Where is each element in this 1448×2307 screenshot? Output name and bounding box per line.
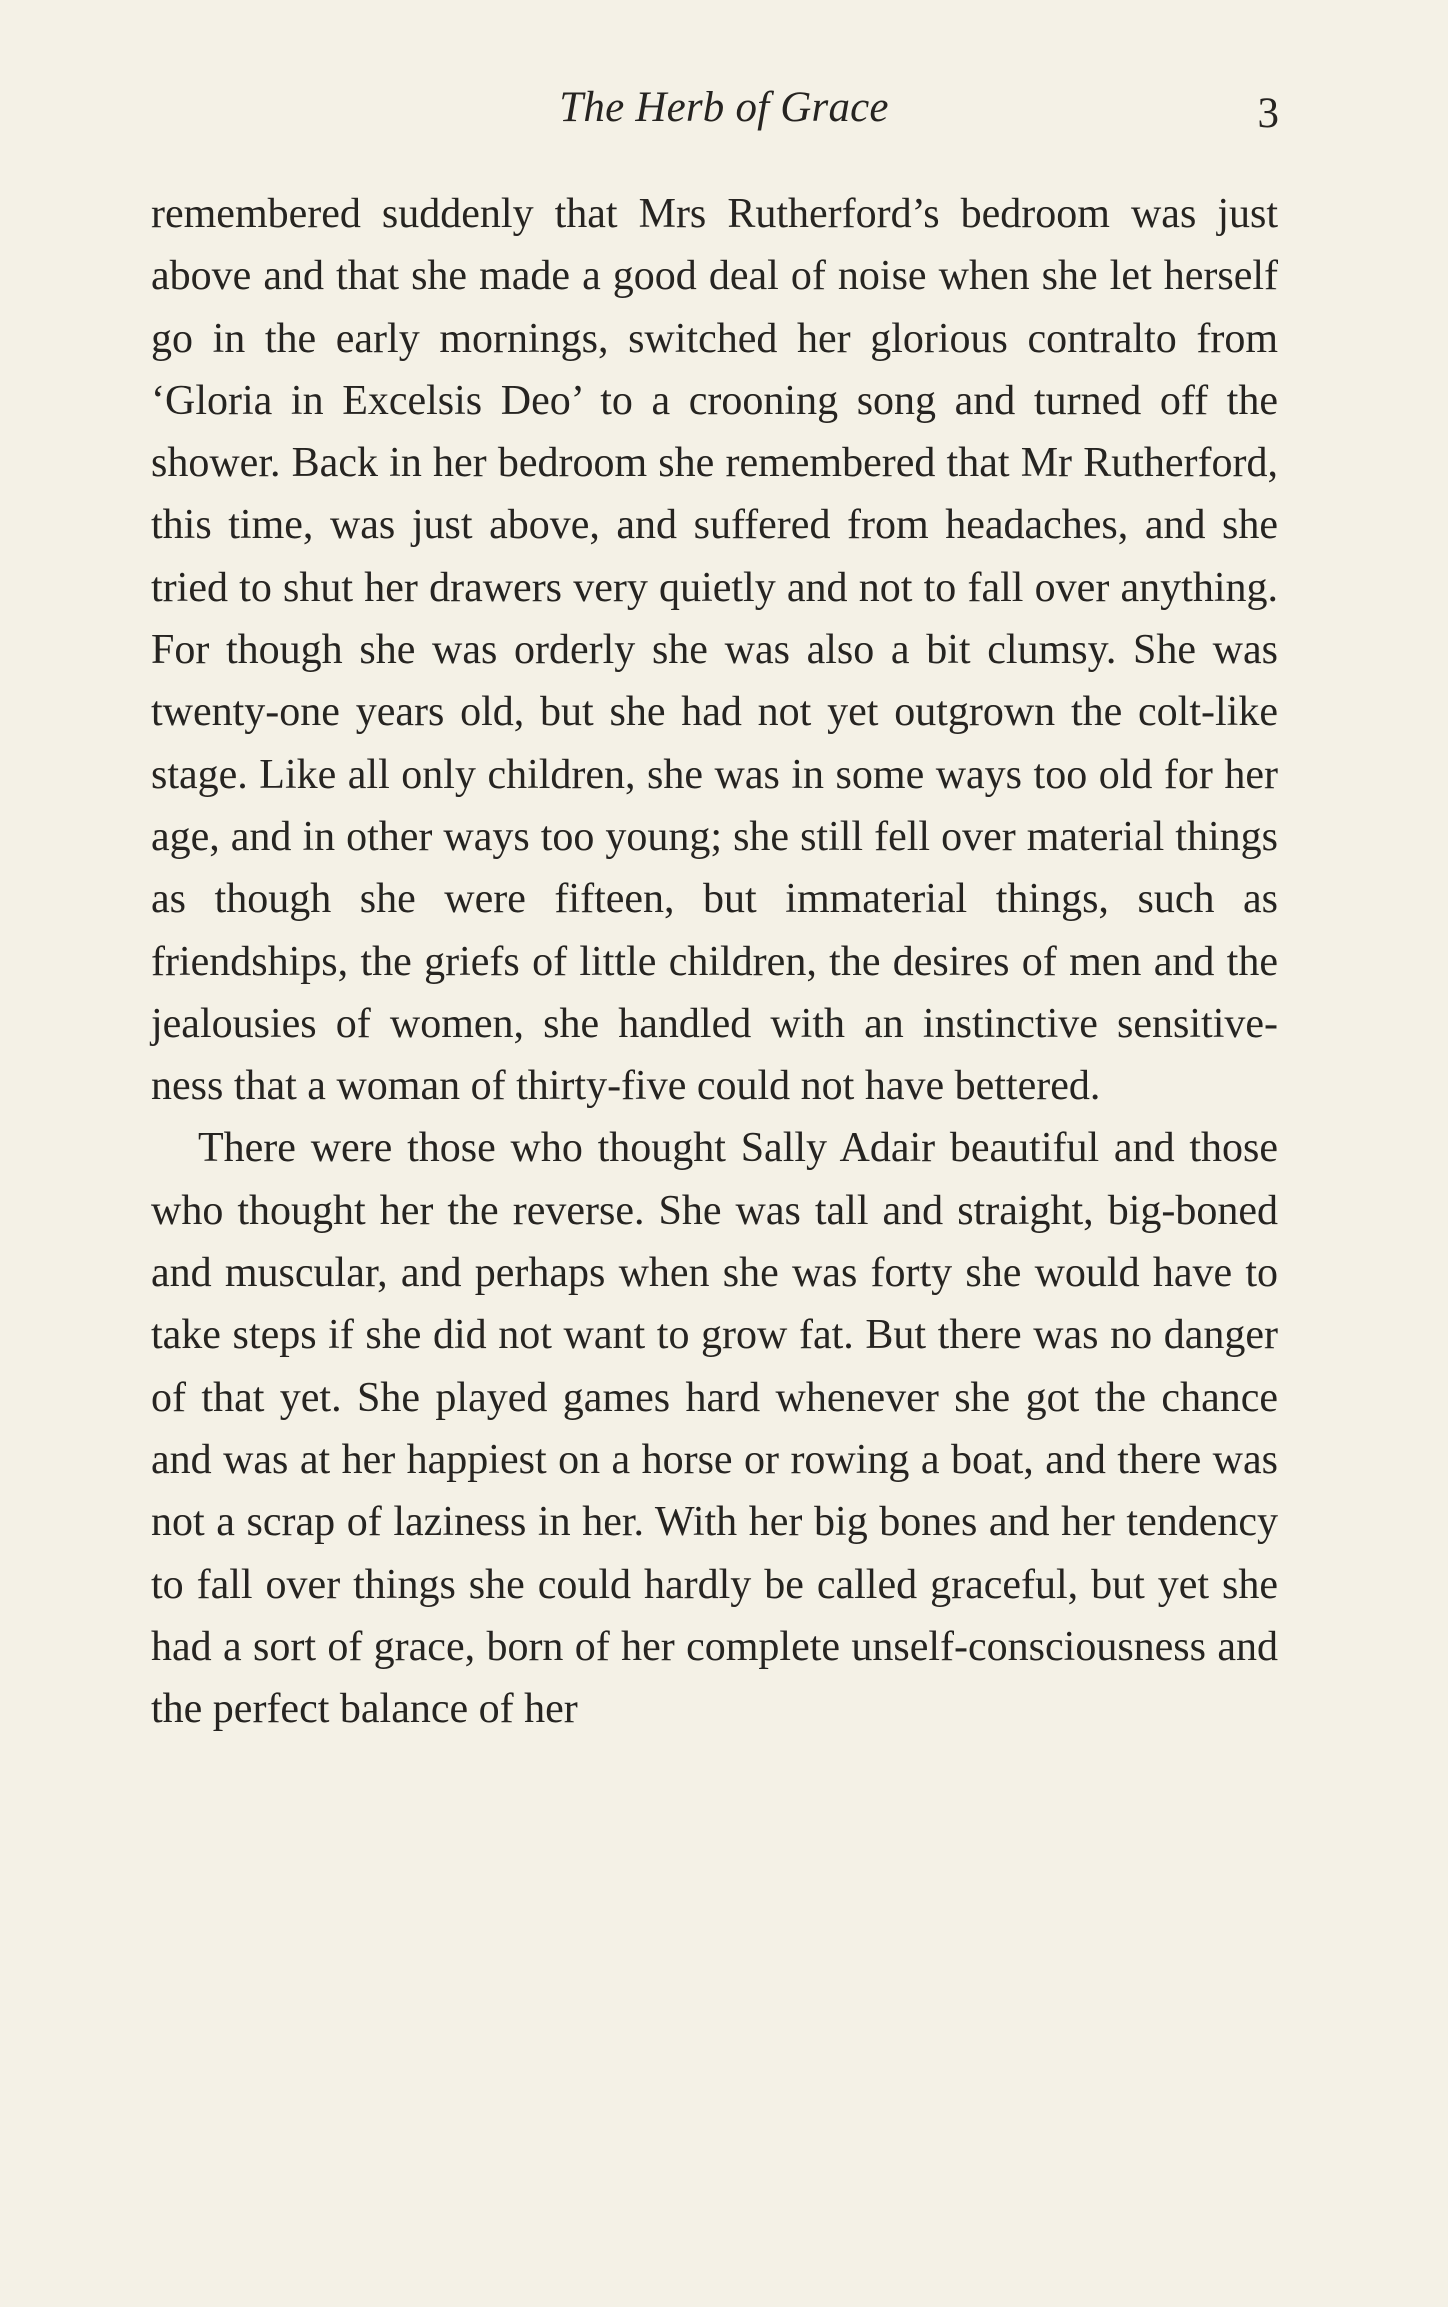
page-number: 3	[1257, 90, 1279, 137]
book-title: The Herb of Grace	[559, 84, 889, 131]
body-text	[151, 183, 1278, 1740]
running-head	[0, 78, 1448, 138]
paragraph-continuation: remembered suddenly that Mrs Rutherford’s bedroom was just above and that she made a good deal of noise when she let herself go in the early mornings, switched her glorious contralto from ‘Gloria in Excelsis Deo’ to a crooning song and turned off the shower. Back in her bedroom she remembered that Mr Rutherford, this time, was just above, and suffered from headaches, and she tried to shut her drawers very quietly and not to fall over anything. For though she was orderly she was also a bit clumsy. She was twenty-one years old, but she had not yet outgrown the colt-like stage. Like all only children, she was in some ways too old for her age, and in other ways too young; she still fell over material things as though she were fifteen, but immaterial things, such as friendships, the griefs of little children, the desires of men and the jealousies of women, she handled with an instinctive sensitive-ness that a woman of thirty-five could not have bettered.	[151, 191, 1278, 1110]
paragraph-sally-description: There were those who thought Sally Adair beautiful and those who thought her the reverse. She was tall and straight, big-boned and muscular, and perhaps when she was forty she would have to take steps if she did not want to grow fat. But there was no danger of that yet. She played games hard whenever she got the chance and was at her happiest on a horse or rowing a boat, and there was not a scrap of laziness in her. With her big bones and her tendency to fall over things she could hardly be called graceful, but yet she had a sort of grace, born of her complete unself-consciousness and the perfect balance of her	[151, 1125, 1278, 1733]
